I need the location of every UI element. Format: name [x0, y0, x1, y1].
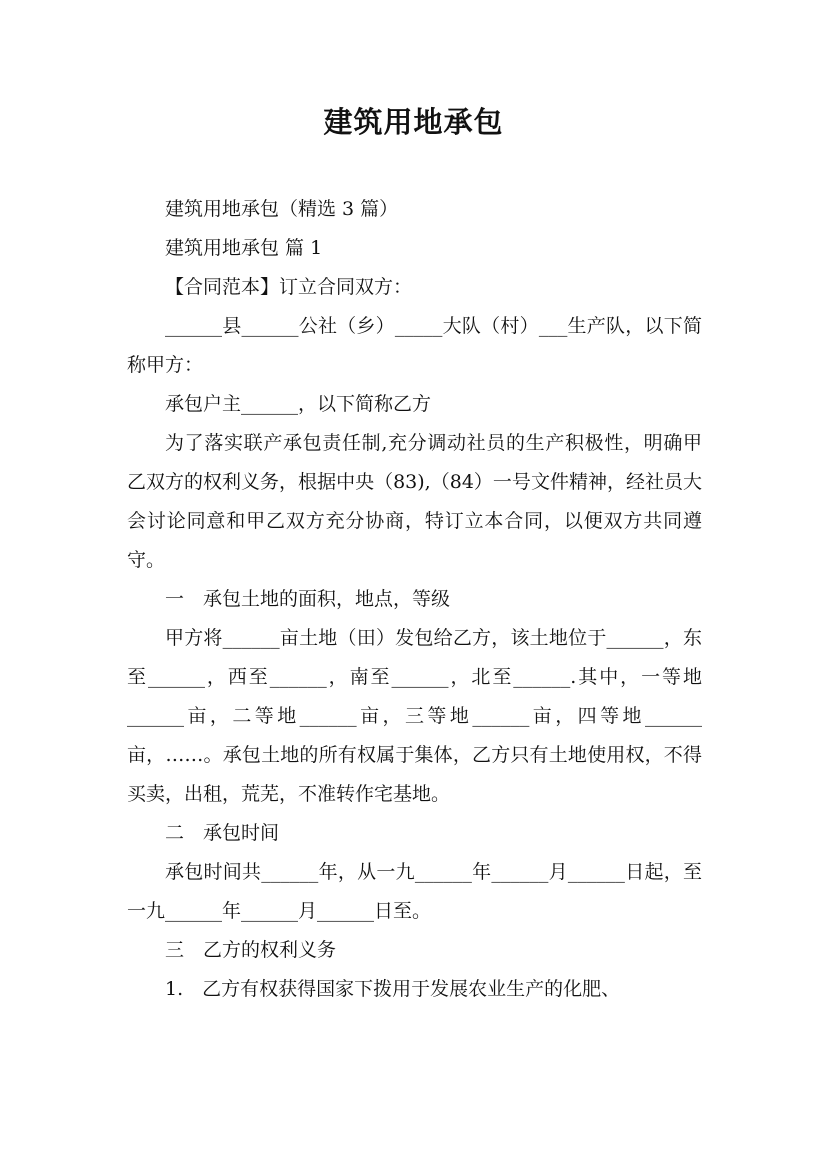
purpose-paragraph: 为了落实联产承包责任制,充分调动社员的生产积极性，明确甲乙双方的权利义务，根据中央（83),（84）一号文件精神，经社员大会讨论同意和甲乙双方充分协商，特订立本合同，以便双方共同遵守。: [127, 432, 702, 571]
rights-item-1: 1. 乙方有权获得国家下拨用于发展农业生产的化肥、: [165, 978, 621, 1000]
clause-heading-3: 三 乙方的权利义务: [165, 939, 337, 961]
clause-heading-2: 二 承包时间: [165, 822, 280, 844]
party-a-paragraph: ______县______公社（乡）_____大队（村）___生产队，以下简称甲方：: [127, 315, 702, 376]
clause-heading-1: 一 承包土地的面积，地点，等级: [165, 588, 451, 610]
subtitle-paragraph: 建筑用地承包（精选 3 篇）: [165, 198, 399, 220]
section-heading: 建筑用地承包 篇 1: [165, 237, 323, 259]
term-paragraph: 承包时间共______年，从一九______年______月______日起，至一九______年______月______日至。: [127, 861, 702, 922]
contract-parties-label: 【合同范本】订立合同双方：: [165, 276, 413, 298]
document-title: 建筑用地承包: [323, 105, 504, 139]
document-body: [127, 190, 702, 1009]
land-paragraph: 甲方将______亩土地（田）发包给乙方，该土地位于______，东至______，西至______，南至______，北至______.其中，一等地______亩，二等地______亩，三等地______亩，四等地______亩，……。承包土地的所有权属于集体，乙方只有土地使用权，不得买卖，出租，荒芜，不准转作宅基地。: [127, 627, 702, 805]
party-b-paragraph: 承包户主______，以下简称乙方: [165, 393, 432, 415]
